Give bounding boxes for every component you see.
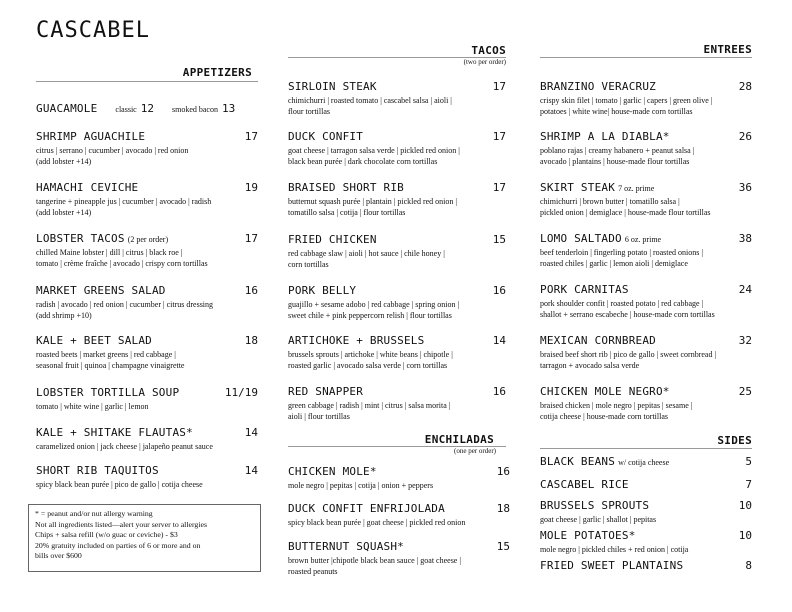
tacos-heading — [288, 44, 506, 58]
menu-item — [540, 130, 752, 167]
menu-item — [540, 334, 752, 371]
item-note: 6 oz. prime — [624, 235, 662, 244]
menu-item — [36, 181, 258, 218]
tacos-note: (two per order) — [463, 58, 506, 66]
item-name: ARTICHOKE + BRUSSELS — [288, 334, 425, 347]
item-price: 10 — [738, 499, 752, 512]
item-price: 14 — [492, 334, 506, 347]
item-description-2: potatoes | white wine| house-made corn tortillas — [540, 107, 693, 116]
item-name: LOBSTER TORTILLA SOUP — [36, 386, 180, 399]
item-description: radish | avocado | red onion | cucumber | citrus dressing — [36, 300, 214, 309]
item-name: BUTTERNUT SQUASH* — [288, 540, 404, 553]
item-description-2: cotija cheese | house-made corn tortillas — [540, 412, 668, 421]
item-price: 26 — [738, 130, 752, 143]
item-description-2: aioli | flour tortillas — [288, 412, 350, 421]
entrees-title: ENTREES — [703, 43, 752, 56]
item-price: 18 — [496, 502, 510, 515]
menu-item — [540, 499, 752, 525]
sides-heading — [540, 434, 752, 449]
enchiladas-section — [288, 433, 506, 456]
item-description-2: corn tortillas — [288, 260, 329, 269]
item-price: 24 — [738, 283, 752, 296]
item-name: MEXICAN CORNBREAD — [540, 334, 656, 347]
item-name: SHORT RIB TAQUITOS — [36, 464, 159, 477]
item-description: crispy skin filet | tomato | garlic | capers | green olive | — [540, 96, 713, 105]
restaurant-name: CASCABEL — [36, 18, 150, 43]
item-name: CHICKEN MOLE NEGRO* — [540, 385, 670, 398]
menu-item — [540, 80, 752, 117]
sides-section — [540, 434, 752, 449]
menu-item — [540, 529, 752, 555]
item-description: red cabbage slaw | aioli | hot sauce | chile honey | — [288, 249, 445, 258]
item-price: 16 — [244, 284, 258, 297]
item-note: (2 per order) — [127, 235, 169, 244]
menu-item — [288, 385, 506, 422]
menu-item — [288, 334, 506, 371]
menu-item — [540, 559, 752, 573]
menu-item — [36, 284, 258, 321]
item-description: caramelized onion | jack cheese | jalapeño peanut sauce — [36, 442, 213, 451]
menu-item — [288, 80, 506, 117]
item-description: poblano rajas | creamy habanero + peanut salsa | — [540, 146, 695, 155]
sides-title: SIDES — [717, 434, 752, 447]
item-description: butternut squash purée | plantain | pickled red onion | — [288, 197, 457, 206]
enchiladas-heading — [288, 433, 506, 447]
item-description: pork shoulder confit | roasted potato | red cabbage | — [540, 299, 704, 308]
guac-price-bacon: 13 — [221, 102, 236, 115]
item-description-2: flour tortillas — [288, 107, 330, 116]
item-price: 28 — [738, 80, 752, 93]
item-description: tangerine + pineapple jus | cucumber | avocado | radish — [36, 197, 212, 206]
item-price: 16 — [492, 385, 506, 398]
item-description: brown butter |chipotle black bean sauce | goat cheese | — [288, 556, 461, 565]
item-name: CASCABEL RICE — [540, 478, 629, 491]
item-description-2: (add shrimp +10) — [36, 311, 92, 320]
item-description-2: seasonal fruit | quinoa | champagne vinaigrette — [36, 361, 185, 370]
item-name: FRIED SWEET PLANTAINS — [540, 559, 684, 572]
item-description: tomato | white wine | garlic | lemon — [36, 402, 149, 411]
item-description: braised chicken | mole negro | pepitas | sesame | — [540, 401, 693, 410]
item-description: braised beef short rib | pico de gallo | sweet cornbread | — [540, 350, 717, 359]
tacos-column — [288, 44, 506, 67]
item-description: goat cheese | tarragon salsa verde | pickled red onion | — [288, 146, 460, 155]
item-description: chilled Maine lobster | dill | citrus | black roe | — [36, 248, 183, 257]
item-name: SHRIMP AGUACHILE — [36, 130, 146, 143]
tacos-title: TACOS — [471, 44, 506, 57]
item-name: RED SNAPPER — [288, 385, 364, 398]
item-price: 14 — [244, 464, 258, 477]
menu-item-guacamole — [36, 102, 258, 116]
item-description-2: avocado | plantains | house-made flour tortillas — [540, 157, 690, 166]
menu-item — [288, 465, 510, 491]
item-name: SHRIMP A LA DIABLA* — [540, 130, 670, 143]
item-price: 32 — [738, 334, 752, 347]
item-price: 7 — [745, 478, 752, 491]
item-name: LOBSTER TACOS — [36, 232, 125, 245]
item-price: 19 — [244, 181, 258, 194]
item-description: green cabbage | radish | mint | citrus | salsa morita | — [288, 401, 451, 410]
item-description: brussels sprouts | artichoke | white beans | chipotle | — [288, 350, 453, 359]
item-name: FRIED CHICKEN — [288, 233, 377, 246]
item-description-2: (add lobster +14) — [36, 157, 92, 166]
item-name: PORK CARNITAS — [540, 283, 629, 296]
item-price: 10 — [738, 529, 752, 542]
menu-item — [288, 284, 506, 321]
item-name: HAMACHI CEVICHE — [36, 181, 139, 194]
menu-item — [36, 464, 258, 490]
item-price: 36 — [738, 181, 752, 194]
item-name: KALE + SHITAKE FLAUTAS* — [36, 426, 193, 439]
enchiladas-note: (one per order) — [454, 447, 496, 455]
item-price: 16 — [492, 284, 506, 297]
menu-item — [540, 385, 752, 422]
footnote-line: Chips + salsa refill (w/o guac or ceviche) - $3 — [35, 530, 178, 539]
item-name: SIRLOIN STEAK — [288, 80, 377, 93]
menu-item — [36, 334, 258, 371]
item-description: guajillo + sesame adobo | red cabbage | spring onion | — [288, 300, 460, 309]
item-name: GUACAMOLE — [36, 102, 98, 115]
menu-item — [288, 502, 510, 528]
item-price: 5 — [745, 455, 752, 468]
menu-item — [540, 283, 752, 320]
menu-item — [36, 386, 258, 412]
item-description-2: shallot + serrano escabeche | house-made corn tortillas — [540, 310, 715, 319]
appetizers-heading — [36, 66, 258, 82]
item-description: chimichurri | brown butter | tomatillo salsa | — [540, 197, 680, 206]
enchiladas-title: ENCHILADAS — [424, 433, 494, 446]
item-price: 17 — [244, 130, 258, 143]
footnote-line: Not all ingredients listed—alert your server to allergies — [35, 519, 207, 529]
item-price: 15 — [492, 233, 506, 246]
item-name: PORK BELLY — [288, 284, 357, 297]
item-description: goat cheese | garlic | shallot | pepitas — [540, 515, 657, 524]
item-name: DUCK CONFIT — [288, 130, 364, 143]
item-price: 17 — [492, 130, 506, 143]
item-name: CHICKEN MOLE* — [288, 465, 377, 478]
footnote-line: * = peanut and/or nut allergy warning — [35, 509, 153, 518]
item-description: roasted beets | market greens | red cabbage | — [36, 350, 176, 359]
menu-item — [540, 181, 752, 218]
item-description: mole negro | pickled chiles + red onion | cotija — [540, 545, 689, 554]
item-name: BRANZINO VERACRUZ — [540, 80, 656, 93]
item-name: KALE + BEET SALAD — [36, 334, 152, 347]
appetizers-title: APPETIZERS — [182, 66, 252, 79]
item-price: 8 — [745, 559, 752, 572]
item-price: 16 — [496, 465, 510, 478]
menu-item — [288, 130, 506, 167]
item-price: 25 — [738, 385, 752, 398]
menu-item — [288, 233, 506, 270]
item-description: citrus | serrano | cucumber | avocado | red onion — [36, 146, 189, 155]
item-description-2: black bean purée | dark chocolate corn tortillas — [288, 157, 438, 166]
entrees-heading — [540, 43, 752, 58]
item-description-2: roasted chiles | garlic | lemon aioli | demiglace — [540, 259, 688, 268]
menu-item — [36, 232, 258, 269]
item-description-2: (add lobster +14) — [36, 208, 92, 217]
item-price: 17 — [492, 181, 506, 194]
item-description: spicy black bean purée | pico de gallo | cotija cheese — [36, 480, 203, 489]
item-price: 11/19 — [224, 386, 258, 399]
item-price: 18 — [244, 334, 258, 347]
guac-option-bacon: smoked bacon — [171, 105, 218, 114]
footnote-line: bills over $600 — [35, 551, 82, 560]
menu-item — [540, 232, 752, 269]
item-description: mole negro | pepitas | cotija | onion + peppers — [288, 481, 434, 490]
item-name: BRAISED SHORT RIB — [288, 181, 404, 194]
menu-item — [36, 130, 258, 167]
item-price: 17 — [244, 232, 258, 245]
item-price: 17 — [492, 80, 506, 93]
item-description-2: sweet chile + pink peppercorn relish | flour tortillas — [288, 311, 452, 320]
item-name: BRUSSELS SPROUTS — [540, 499, 650, 512]
menu-item — [540, 478, 752, 492]
menu-item — [36, 426, 258, 452]
guac-option-classic: classic — [115, 105, 137, 114]
item-description-2: roasted peanuts — [288, 567, 338, 576]
item-description: spicy black bean purée | goat cheese | pickled red onion — [288, 518, 466, 527]
item-description-2: roasted garlic | avocado salsa verde | corn tortillas — [288, 361, 448, 370]
footnote-box — [28, 504, 261, 572]
menu-item — [288, 181, 506, 218]
item-description-2: tomato | crème fraîche | avocado | crispy corn tortillas — [36, 259, 208, 268]
menu-item — [540, 455, 752, 469]
item-description: chimichurri | roasted tomato | cascabel salsa | aioli | — [288, 96, 452, 105]
item-price: 15 — [496, 540, 510, 553]
item-description: beef tenderloin | fingerling potato | roasted onions | — [540, 248, 703, 257]
item-name: MARKET GREENS SALAD — [36, 284, 166, 297]
item-name: SKIRT STEAK — [540, 181, 616, 194]
item-price: 38 — [738, 232, 752, 245]
item-name: MOLE POTATOES* — [540, 529, 636, 542]
item-name: BLACK BEANS — [540, 455, 616, 468]
guac-price-classic: 12 — [140, 102, 154, 115]
menu-item — [288, 540, 510, 577]
entrees-section — [540, 43, 752, 58]
item-description-2: tarragon + avocado salsa verde — [540, 361, 640, 370]
footnote-line: 20% gratuity included on parties of 6 or more and on — [35, 540, 201, 550]
item-description-2: tomatillo salsa | cotija | flour tortillas — [288, 208, 406, 217]
item-note: 7 oz. prime — [618, 184, 655, 193]
item-name: DUCK CONFIT ENFRIJOLADA — [288, 502, 445, 515]
item-name: LOMO SALTADO — [540, 232, 622, 245]
appetizers-column — [36, 66, 258, 489]
item-note: w/ cotija cheese — [618, 458, 670, 467]
item-description-2: pickled onion | demiglace | house-made flour tortillas — [540, 208, 711, 217]
item-price: 14 — [244, 426, 258, 439]
